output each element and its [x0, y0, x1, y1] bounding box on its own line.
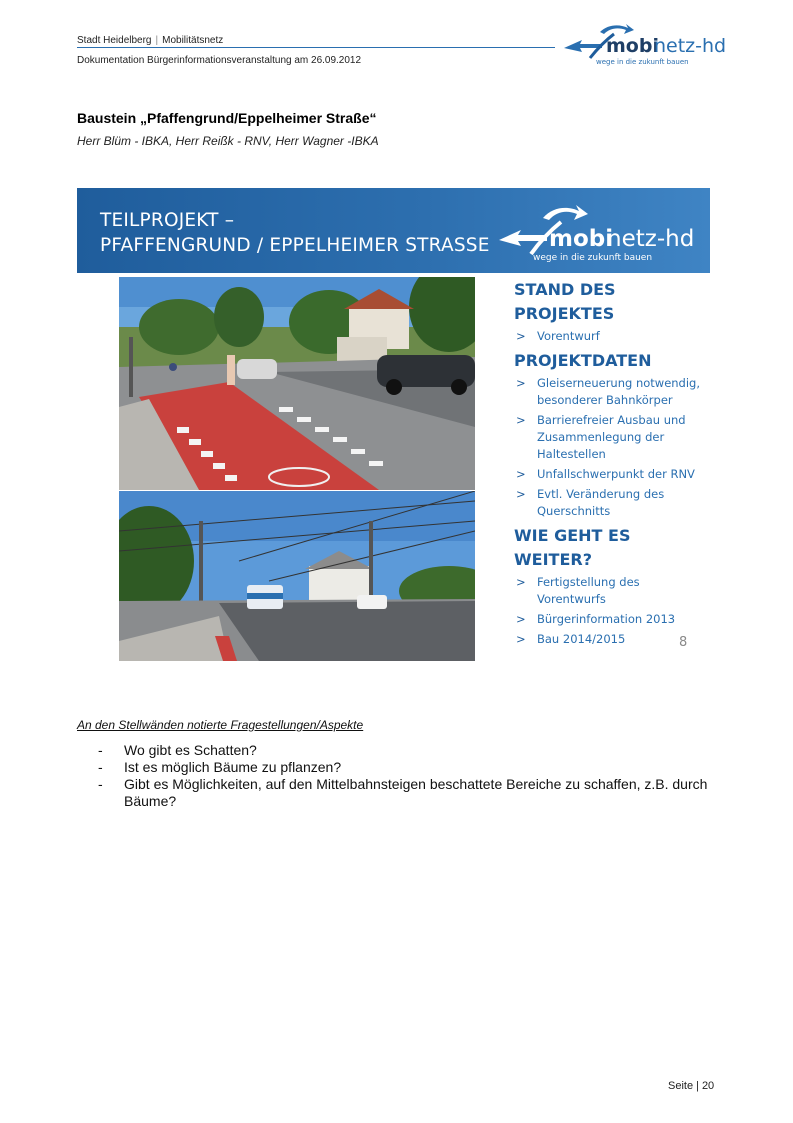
bullet-icon: >	[516, 575, 526, 589]
list-item-text: Bau 2014/2015	[537, 632, 626, 646]
list-item	[514, 486, 710, 520]
section-heading: STAND DES PROJEKTES	[514, 280, 616, 323]
bullet-icon: >	[516, 612, 526, 626]
bullet-icon: >	[516, 413, 526, 427]
notes-heading: An den Stellwänden notierte Fragestellungen/Aspekte	[77, 718, 364, 732]
slide-title-line1: TEILPROJEKT –	[100, 210, 235, 231]
footer-label: Seite	[668, 1080, 694, 1092]
list-item-text: Gleiserneuerung notwendig, besonderer Bahnkörper	[537, 376, 701, 407]
slide-text-column	[514, 278, 710, 652]
slide-section-status	[514, 278, 710, 345]
mobinetz-logo	[562, 18, 732, 68]
slide-logo-text-a: mobi	[549, 226, 614, 252]
note-text: Gibt es Möglichkeiten, auf den Mittelbahnsteigen beschattete Bereiche zu schaffen, z.B. durch Bäume?	[124, 776, 708, 809]
slide-section-next-steps	[514, 524, 710, 648]
bullet-icon: >	[516, 376, 526, 390]
list-item-text: Fertigstellung des Vorentwurfs	[537, 575, 640, 606]
list-item	[514, 466, 710, 483]
header-rule	[77, 47, 555, 48]
street-photo-bike-lane	[119, 277, 475, 490]
list-item-text: Bürgerinformation 2013	[537, 612, 676, 626]
bullet-icon: >	[516, 467, 526, 481]
note-item	[98, 776, 738, 810]
presentation-slide	[77, 188, 710, 664]
dash-bullet: -	[98, 742, 103, 758]
street-photo-tram	[119, 491, 475, 661]
slide-section-projektdaten	[514, 349, 710, 520]
slide-page-number: 8	[679, 635, 688, 650]
list-item-text: Barrierefreier Ausbau und Zusammenlegung der Haltestellen	[537, 413, 686, 461]
section-list	[514, 375, 710, 520]
logo-tagline: wege in die zukunft bauen	[596, 58, 689, 66]
slide-logo-tagline: wege in die zukunft bauen	[533, 253, 653, 263]
speakers-line: Herr Blüm - IBKA, Herr Reißk - RNV, Herr Wagner -IBKA	[77, 134, 379, 148]
footer-page-number: 20	[701, 1080, 715, 1092]
section-heading: PROJEKTDATEN	[514, 351, 652, 370]
logo-text-a: mobi	[606, 35, 659, 57]
slide-banner	[77, 188, 710, 273]
bullet-icon: >	[516, 487, 526, 501]
list-item	[514, 611, 710, 628]
header-org: Stadt Heidelberg	[77, 35, 152, 46]
list-item	[514, 375, 710, 409]
note-item	[98, 742, 738, 759]
slide-logo-text-b: netz-hd	[607, 226, 695, 252]
section-title: Baustein „Pfaffengrund/Eppelheimer Straße“	[77, 110, 377, 126]
header-separator: |	[155, 35, 159, 46]
page-footer	[668, 1080, 714, 1092]
list-item-text: Evtl. Veränderung des Querschnitts	[537, 487, 665, 518]
header-section: Mobilitätsnetz	[162, 35, 224, 46]
header-doc-title: Dokumentation Bürgerinformationsveranstaltung am 26.09.2012	[77, 55, 362, 66]
slide-title	[100, 208, 490, 258]
logo-text-b: netz-hd	[654, 35, 727, 57]
footer-separator: |	[696, 1080, 699, 1092]
dash-bullet: -	[98, 759, 103, 775]
bullet-icon: >	[516, 632, 526, 646]
list-item-text: Unfallschwerpunkt der RNV	[537, 467, 695, 481]
slide-title-line2: PFAFFENGRUND / EPPELHEIMER STRASSE	[100, 235, 490, 256]
note-item	[98, 759, 738, 776]
list-item	[514, 412, 710, 463]
list-item	[514, 328, 710, 345]
header-org-line	[77, 35, 223, 46]
note-text: Wo gibt es Schatten?	[124, 742, 257, 758]
section-heading: WIE GEHT ES WEITER?	[514, 526, 631, 569]
notes-list	[98, 742, 738, 810]
note-text: Ist es möglich Bäume zu pflanzen?	[124, 759, 342, 775]
list-item-text: Vorentwurf	[537, 329, 600, 343]
list-item	[514, 574, 710, 608]
bullet-icon: >	[516, 329, 526, 343]
section-list	[514, 328, 710, 345]
dash-bullet: -	[98, 776, 103, 792]
slide-logo	[495, 196, 705, 266]
